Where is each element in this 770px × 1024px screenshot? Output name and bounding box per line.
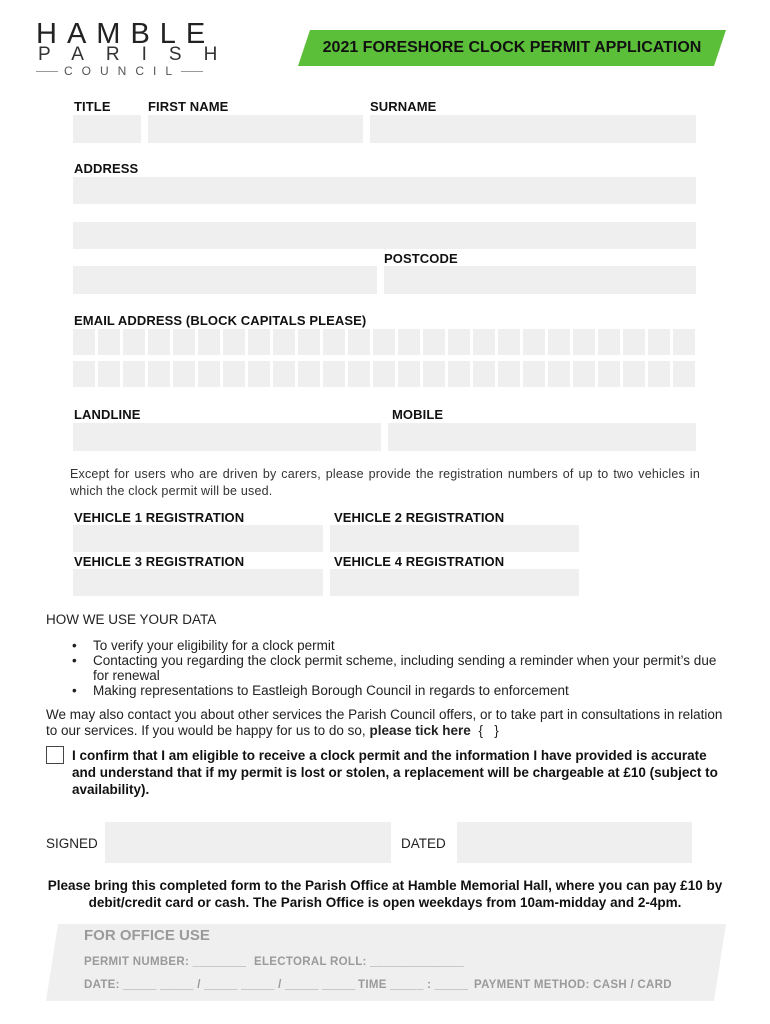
contact-paragraph — [46, 707, 736, 739]
data-bullet-list — [70, 638, 720, 698]
electoral-roll-text: ELECTORAL ROLL: ______________ — [254, 956, 464, 968]
email-char-cell[interactable] — [573, 361, 595, 387]
email-char-cell[interactable] — [173, 329, 195, 355]
logo-parish: PARISH — [38, 44, 240, 65]
email-char-cell[interactable] — [398, 361, 420, 387]
vehicle4-label: VEHICLE 4 REGISTRATION — [334, 554, 505, 569]
vehicle2-label: VEHICLE 2 REGISTRATION — [334, 510, 505, 525]
signature-field[interactable] — [105, 822, 391, 863]
email-char-cell[interactable] — [98, 361, 120, 387]
vehicle2-field[interactable] — [330, 525, 579, 552]
address-line1-field[interactable] — [73, 177, 696, 204]
email-char-cell[interactable] — [173, 361, 195, 387]
email-char-cell[interactable] — [348, 361, 370, 387]
email-char-cell[interactable] — [423, 329, 445, 355]
email-char-cell[interactable] — [98, 329, 120, 355]
page-title: 2021 FORESHORE CLOCK PERMIT APPLICATION — [322, 39, 702, 56]
confirm-checkbox[interactable] — [46, 746, 64, 764]
email-char-cell[interactable] — [498, 329, 520, 355]
email-char-cell[interactable] — [548, 361, 570, 387]
email-char-cell[interactable] — [273, 329, 295, 355]
address-line3-field[interactable] — [73, 266, 377, 294]
dated-label: DATED — [401, 836, 446, 851]
signed-label: SIGNED — [46, 836, 98, 851]
tick-box[interactable]: { } — [478, 723, 499, 738]
email-char-cell[interactable] — [223, 361, 245, 387]
address-line2-field[interactable] — [73, 222, 696, 249]
first-name-label: FIRST NAME — [148, 99, 229, 114]
logo-council-text: COUNCIL — [64, 64, 182, 78]
contact-text: We may also contact you about other services the Parish Council offers, or to take part in consultations in relation to our services. If you would be happy for us to do so, — [46, 707, 723, 738]
vehicle1-field[interactable] — [73, 525, 323, 552]
vehicle3-field[interactable] — [73, 569, 323, 596]
email-char-cell[interactable] — [598, 361, 620, 387]
email-char-cell[interactable] — [648, 361, 670, 387]
postcode-field[interactable] — [384, 266, 696, 294]
email-char-cell[interactable] — [523, 329, 545, 355]
email-char-cell[interactable] — [673, 361, 695, 387]
email-char-cell[interactable] — [548, 329, 570, 355]
bottom-note: Please bring this completed form to the Parish Office at Hamble Memorial Hall, where you can pay £10 by debit/credit card or cash. The Parish Office is open weekdays from 10am-midday and 2-4pm. — [47, 878, 723, 910]
email-char-cell[interactable] — [398, 329, 420, 355]
email-char-cell[interactable] — [498, 361, 520, 387]
vehicle4-field[interactable] — [330, 569, 579, 596]
email-char-cell[interactable] — [73, 361, 95, 387]
email-char-cell[interactable] — [73, 329, 95, 355]
email-char-cell[interactable] — [523, 361, 545, 387]
email-char-cell[interactable] — [448, 361, 470, 387]
confirm-text: I confirm that I am eligible to receive a clock permit and the information I have provided is accurate and understand that if my permit is lost or stolen, a replacement will be chargeable at £10 (subject to availability). — [72, 748, 718, 797]
vehicle3-label: VEHICLE 3 REGISTRATION — [74, 554, 245, 569]
email-char-cell[interactable] — [148, 329, 170, 355]
first-name-field[interactable] — [148, 115, 363, 143]
email-cells-row1[interactable] — [73, 329, 697, 355]
email-char-cell[interactable] — [598, 329, 620, 355]
email-char-cell[interactable] — [673, 329, 695, 355]
email-char-cell[interactable] — [323, 361, 345, 387]
vehicle1-label: VEHICLE 1 REGISTRATION — [74, 510, 245, 525]
email-char-cell[interactable] — [248, 361, 270, 387]
email-char-cell[interactable] — [298, 329, 320, 355]
office-use-title: FOR OFFICE USE — [84, 927, 210, 944]
vehicle-note: Except for users who are driven by carers, please provide the registration numbers of up to two vehicles in which the clock permit will be used. — [70, 467, 700, 498]
email-char-cell[interactable] — [623, 329, 645, 355]
email-char-cell[interactable] — [223, 329, 245, 355]
mobile-label: MOBILE — [392, 407, 444, 422]
data-heading: HOW WE USE YOUR DATA — [46, 612, 217, 627]
title-field[interactable] — [73, 115, 141, 143]
email-char-cell[interactable] — [648, 329, 670, 355]
address-label: ADDRESS — [74, 161, 139, 176]
office-time-text: TIME _____ : _____ — [358, 979, 469, 991]
logo-hamble: HAMBLE — [36, 18, 216, 50]
permit-number-text: PERMIT NUMBER: ________ — [84, 956, 247, 968]
list-item: • Contacting you regarding the clock permit scheme, including sending a reminder when your permit’s due for renewal — [70, 653, 720, 683]
email-char-cell[interactable] — [473, 329, 495, 355]
email-char-cell[interactable] — [123, 329, 145, 355]
postcode-label: POSTCODE — [384, 251, 458, 266]
title-label: TITLE — [74, 99, 111, 114]
email-char-cell[interactable] — [473, 361, 495, 387]
date-field[interactable] — [457, 822, 692, 863]
email-char-cell[interactable] — [273, 361, 295, 387]
email-char-cell[interactable] — [373, 329, 395, 355]
email-char-cell[interactable] — [373, 361, 395, 387]
email-char-cell[interactable] — [323, 329, 345, 355]
email-char-cell[interactable] — [298, 361, 320, 387]
email-char-cell[interactable] — [148, 361, 170, 387]
list-item: • To verify your eligibility for a clock permit — [70, 638, 720, 653]
email-char-cell[interactable] — [573, 329, 595, 355]
payment-method-text: PAYMENT METHOD: CASH / CARD — [474, 979, 672, 991]
email-char-cell[interactable] — [448, 329, 470, 355]
landline-field[interactable] — [73, 423, 381, 451]
email-char-cell[interactable] — [198, 361, 220, 387]
list-item: • Making representations to Eastleigh Borough Council in regards to enforcement — [70, 683, 720, 698]
email-char-cell[interactable] — [423, 361, 445, 387]
office-date-text: DATE: _____ _____ / _____ _____ / _____ _____ — [84, 979, 356, 991]
surname-field[interactable] — [370, 115, 696, 143]
landline-label: LANDLINE — [74, 407, 141, 422]
email-char-cell[interactable] — [198, 329, 220, 355]
email-label: EMAIL ADDRESS (BLOCK CAPITALS PLEASE) — [74, 313, 367, 328]
email-char-cell[interactable] — [623, 361, 645, 387]
email-char-cell[interactable] — [348, 329, 370, 355]
surname-label: SURNAME — [370, 99, 437, 114]
mobile-field[interactable] — [388, 423, 696, 451]
tick-text: please tick here — [369, 723, 471, 738]
email-char-cell[interactable] — [248, 329, 270, 355]
email-char-cell[interactable] — [123, 361, 145, 387]
email-cells-row2[interactable] — [73, 361, 697, 387]
logo-council — [36, 64, 203, 78]
